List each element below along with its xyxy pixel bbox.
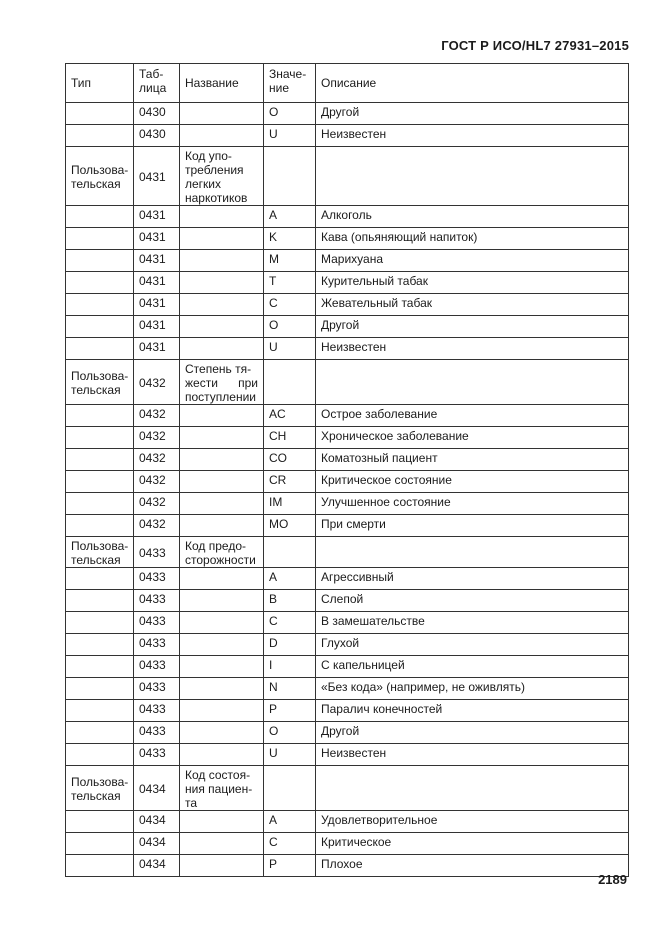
cell-table: 0434 <box>134 766 180 811</box>
table-row <box>66 103 629 125</box>
cell-table: 0431 <box>134 206 180 228</box>
cell-description: В замешательстве <box>316 612 629 634</box>
cell-table: 0431 <box>134 250 180 272</box>
cell-value: U <box>264 338 316 360</box>
cell-type <box>66 338 134 360</box>
cell-value: CR <box>264 471 316 493</box>
cell-description: Другой <box>316 103 629 125</box>
cell-table: 0433 <box>134 656 180 678</box>
cell-value: K <box>264 228 316 250</box>
table-row <box>66 338 629 360</box>
cell-description: Паралич конечностей <box>316 700 629 722</box>
cell-description: Острое заболевание <box>316 405 629 427</box>
cell-table: 0432 <box>134 493 180 515</box>
cell-table: 0431 <box>134 147 180 206</box>
table-row <box>66 471 629 493</box>
cell-value: T <box>264 272 316 294</box>
cell-name <box>180 855 264 877</box>
cell-description: Неизвестен <box>316 744 629 766</box>
table-row <box>66 427 629 449</box>
cell-description: Глухой <box>316 634 629 656</box>
cell-type <box>66 855 134 877</box>
cell-type <box>66 125 134 147</box>
cell-table: 0432 <box>134 515 180 537</box>
table-row <box>66 272 629 294</box>
cell-type <box>66 700 134 722</box>
cell-name <box>180 449 264 471</box>
cell-name: Код упо- требления легких наркотиков <box>180 147 264 206</box>
cell-description: При смерти <box>316 515 629 537</box>
cell-type <box>66 656 134 678</box>
cell-description: Другой <box>316 316 629 338</box>
cell-description: Критическое <box>316 833 629 855</box>
cell-value: M <box>264 250 316 272</box>
cell-description: Плохое <box>316 855 629 877</box>
cell-type <box>66 405 134 427</box>
cell-table: 0433 <box>134 634 180 656</box>
table-row <box>66 294 629 316</box>
cell-type <box>66 250 134 272</box>
cell-description: Неизвестен <box>316 125 629 147</box>
cell-name <box>180 811 264 833</box>
cell-value: O <box>264 722 316 744</box>
cell-table: 0431 <box>134 316 180 338</box>
cell-description: Критическое состояние <box>316 471 629 493</box>
cell-value: O <box>264 103 316 125</box>
cell-value: U <box>264 744 316 766</box>
cell-value <box>264 537 316 568</box>
cell-table: 0433 <box>134 568 180 590</box>
cell-value <box>264 360 316 405</box>
cell-table: 0434 <box>134 811 180 833</box>
document-header: ГОСТ Р ИСО/HL7 27931–2015 <box>441 38 629 53</box>
cell-type: Пользова- тельская <box>66 766 134 811</box>
cell-description: Курительный табак <box>316 272 629 294</box>
table-row <box>66 722 629 744</box>
cell-table: 0433 <box>134 612 180 634</box>
cell-description: Слепой <box>316 590 629 612</box>
cell-description: Коматозный пациент <box>316 449 629 471</box>
cell-table: 0433 <box>134 537 180 568</box>
table-row <box>66 700 629 722</box>
table-row <box>66 568 629 590</box>
table-group-row <box>66 147 629 206</box>
cell-type <box>66 294 134 316</box>
table-row <box>66 250 629 272</box>
table-group-row <box>66 360 629 405</box>
cell-name <box>180 338 264 360</box>
cell-value: C <box>264 833 316 855</box>
cell-name <box>180 427 264 449</box>
cell-value: C <box>264 612 316 634</box>
table-row <box>66 744 629 766</box>
cell-name <box>180 471 264 493</box>
table-group-row <box>66 537 629 568</box>
column-header-table: Таб- лица <box>134 64 180 103</box>
cell-name <box>180 228 264 250</box>
table-row <box>66 678 629 700</box>
cell-description: Агрессивный <box>316 568 629 590</box>
cell-name <box>180 833 264 855</box>
cell-description: Улучшенное состояние <box>316 493 629 515</box>
cell-value <box>264 766 316 811</box>
cell-value: A <box>264 206 316 228</box>
cell-value: C <box>264 294 316 316</box>
cell-type <box>66 449 134 471</box>
column-header-name: Название <box>180 64 264 103</box>
cell-name <box>180 568 264 590</box>
cell-table: 0431 <box>134 272 180 294</box>
cell-name <box>180 678 264 700</box>
cell-table: 0433 <box>134 722 180 744</box>
cell-name: Код состоя- ния пациен- та <box>180 766 264 811</box>
cell-value: CH <box>264 427 316 449</box>
table-header-row <box>66 64 629 103</box>
cell-name <box>180 272 264 294</box>
table-row <box>66 206 629 228</box>
cell-table: 0432 <box>134 405 180 427</box>
cell-table: 0434 <box>134 855 180 877</box>
table-row <box>66 656 629 678</box>
table-row <box>66 515 629 537</box>
cell-value: B <box>264 590 316 612</box>
cell-description <box>316 766 629 811</box>
cell-description: Удовлетворительное <box>316 811 629 833</box>
cell-name <box>180 656 264 678</box>
cell-description: Жевательный табак <box>316 294 629 316</box>
cell-type <box>66 568 134 590</box>
cell-type <box>66 272 134 294</box>
cell-table: 0431 <box>134 338 180 360</box>
cell-value: IM <box>264 493 316 515</box>
cell-description <box>316 147 629 206</box>
cell-description: Другой <box>316 722 629 744</box>
cell-name <box>180 405 264 427</box>
cell-name <box>180 722 264 744</box>
cell-name <box>180 103 264 125</box>
cell-description: «Без кода» (например, не оживлять) <box>316 678 629 700</box>
column-header-description: Описание <box>316 64 629 103</box>
cell-table: 0434 <box>134 833 180 855</box>
cell-name <box>180 634 264 656</box>
table-row <box>66 125 629 147</box>
cell-name <box>180 515 264 537</box>
cell-name <box>180 316 264 338</box>
cell-type <box>66 427 134 449</box>
cell-table: 0431 <box>134 228 180 250</box>
table-row <box>66 590 629 612</box>
cell-name <box>180 125 264 147</box>
table-row <box>66 449 629 471</box>
cell-table: 0433 <box>134 678 180 700</box>
cell-type <box>66 471 134 493</box>
table-row <box>66 833 629 855</box>
table-row <box>66 612 629 634</box>
cell-value: P <box>264 855 316 877</box>
cell-value: P <box>264 700 316 722</box>
cell-value <box>264 147 316 206</box>
cell-table: 0433 <box>134 590 180 612</box>
cell-type <box>66 590 134 612</box>
cell-type <box>66 206 134 228</box>
cell-description: Марихуана <box>316 250 629 272</box>
table-row <box>66 316 629 338</box>
cell-type <box>66 612 134 634</box>
cell-type: Пользова- тельская <box>66 537 134 568</box>
column-header-value: Значе- ние <box>264 64 316 103</box>
cell-value: U <box>264 125 316 147</box>
cell-type <box>66 316 134 338</box>
codes-table <box>65 63 629 877</box>
cell-table: 0431 <box>134 294 180 316</box>
cell-name <box>180 700 264 722</box>
cell-table: 0433 <box>134 700 180 722</box>
cell-table: 0433 <box>134 744 180 766</box>
cell-value: AC <box>264 405 316 427</box>
cell-value: MO <box>264 515 316 537</box>
cell-type <box>66 493 134 515</box>
cell-type <box>66 678 134 700</box>
cell-type <box>66 228 134 250</box>
table-group-row <box>66 766 629 811</box>
table-row <box>66 405 629 427</box>
table-row <box>66 855 629 877</box>
cell-description <box>316 360 629 405</box>
cell-value: A <box>264 811 316 833</box>
cell-name <box>180 250 264 272</box>
column-header-type: Тип <box>66 64 134 103</box>
cell-description: Хроническое заболевание <box>316 427 629 449</box>
cell-name <box>180 612 264 634</box>
cell-name <box>180 493 264 515</box>
cell-name <box>180 294 264 316</box>
cell-type: Пользова- тельская <box>66 147 134 206</box>
table-row <box>66 811 629 833</box>
cell-name: Степень тя- жести при поступлении <box>180 360 264 405</box>
cell-value: A <box>264 568 316 590</box>
cell-name <box>180 590 264 612</box>
cell-description: Алкоголь <box>316 206 629 228</box>
cell-value: N <box>264 678 316 700</box>
cell-name <box>180 206 264 228</box>
cell-value: O <box>264 316 316 338</box>
cell-table: 0432 <box>134 471 180 493</box>
table-row <box>66 493 629 515</box>
cell-type <box>66 744 134 766</box>
cell-description: Неизвестен <box>316 338 629 360</box>
page-number: 2189 <box>598 872 627 887</box>
cell-value: I <box>264 656 316 678</box>
cell-type <box>66 515 134 537</box>
cell-description: С капельницей <box>316 656 629 678</box>
cell-description: Кава (опьяняющий напиток) <box>316 228 629 250</box>
cell-type <box>66 722 134 744</box>
cell-table: 0430 <box>134 125 180 147</box>
cell-table: 0432 <box>134 360 180 405</box>
cell-table: 0432 <box>134 449 180 471</box>
cell-name <box>180 744 264 766</box>
cell-type <box>66 833 134 855</box>
cell-type: Пользова- тельская <box>66 360 134 405</box>
table-row <box>66 634 629 656</box>
table-row <box>66 228 629 250</box>
cell-type <box>66 103 134 125</box>
cell-type <box>66 811 134 833</box>
cell-value: CO <box>264 449 316 471</box>
cell-table: 0430 <box>134 103 180 125</box>
cell-name: Код предо- сторожности <box>180 537 264 568</box>
cell-value: D <box>264 634 316 656</box>
cell-type <box>66 634 134 656</box>
table-body <box>66 103 629 877</box>
cell-table: 0432 <box>134 427 180 449</box>
cell-description <box>316 537 629 568</box>
